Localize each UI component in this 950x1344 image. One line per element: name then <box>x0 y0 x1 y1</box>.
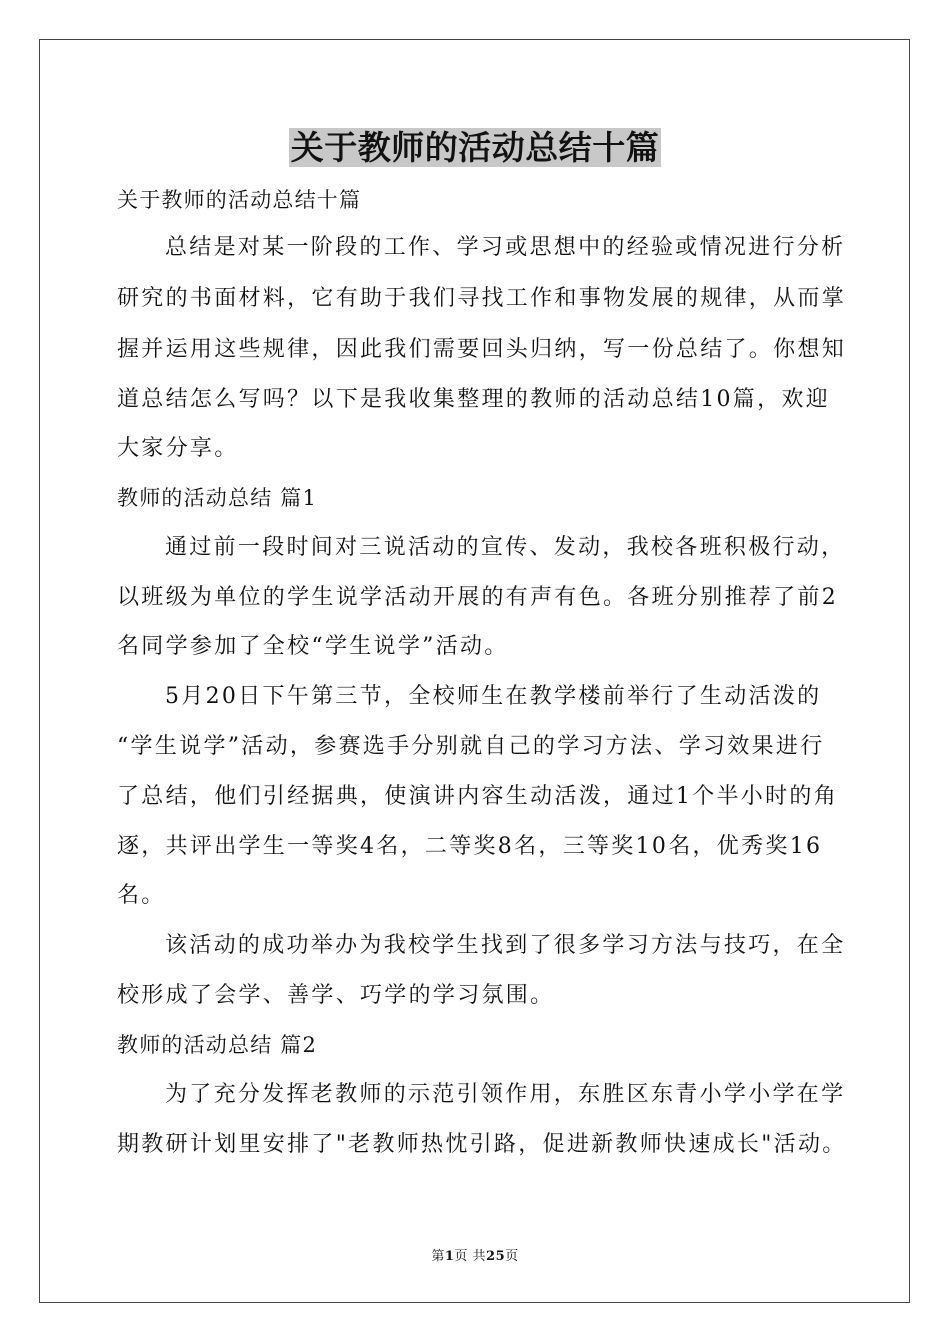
paragraph-line: 为了充分发挥老教师的示范引领作用，东胜区东青小学小学在学 <box>165 1082 846 1107</box>
paragraph-line: 逐，共评出学生一等奖4名，二等奖8名，三等奖10名，优秀奖16 <box>117 834 823 859</box>
section-heading: 教师的活动总结 篇1 <box>117 486 318 510</box>
paragraph-line: 通过前一段时间对三说活动的宣传、发动，我校各班积极行动， <box>165 535 846 560</box>
paragraph-line: 了总结，他们引经据典，使演讲内容生动活泼，通过1个半小时的角 <box>117 784 838 809</box>
paragraph-line: 5月20日下午第三节，全校师生在教学楼前举行了生动活泼的 <box>165 684 822 709</box>
paragraph-line: 名。 <box>117 883 166 908</box>
subtitle-line: 关于教师的活动总结十篇 <box>117 188 362 212</box>
paragraph-line: 握并运用这些规律，因此我们需要回头归纳，写一份总结了。你想知 <box>117 337 847 362</box>
paragraph-line: 校形成了会学、善学、巧学的学习氛围。 <box>117 983 555 1008</box>
page-footer <box>0 1245 950 1264</box>
paragraph-line: 名同学参加了全校“学生说学”活动。 <box>117 634 509 659</box>
document-title <box>0 128 950 168</box>
document-title-text: 关于教师的活动总结十篇 <box>290 128 660 167</box>
page-suffix: 页 <box>505 1249 519 1264</box>
paragraph-line: “学生说学”活动，参赛选手分别就自己的学习方法、学习效果进行 <box>117 734 825 759</box>
section-heading: 教师的活动总结 篇2 <box>117 1033 318 1057</box>
page-prefix: 第 <box>431 1249 445 1264</box>
paragraph-line: 总结是对某一阶段的工作、学习或思想中的经验或情况进行分析 <box>165 235 846 260</box>
paragraph-line: 研究的书面材料，它有助于我们寻找工作和事物发展的规律，从而掌 <box>117 286 847 311</box>
page-total: 25 <box>486 1249 506 1264</box>
paragraph-line: 道总结怎么写吗？以下是我收集整理的教师的活动总结10篇，欢迎 <box>117 387 830 412</box>
page-current: 1 <box>444 1249 455 1264</box>
paragraph-line: 以班级为单位的学生说学活动开展的有声有色。各班分别推荐了前2 <box>117 585 838 610</box>
paragraph-line: 大家分享。 <box>117 436 239 461</box>
paragraph-line: 期教研计划里安排了"老教师热忱引路，促进新教师快速成长"活动。 <box>117 1132 847 1157</box>
page-mid: 页 共 <box>454 1249 487 1264</box>
paragraph-line: 该活动的成功举办为我校学生找到了很多学习方法与技巧，在全 <box>165 933 846 958</box>
